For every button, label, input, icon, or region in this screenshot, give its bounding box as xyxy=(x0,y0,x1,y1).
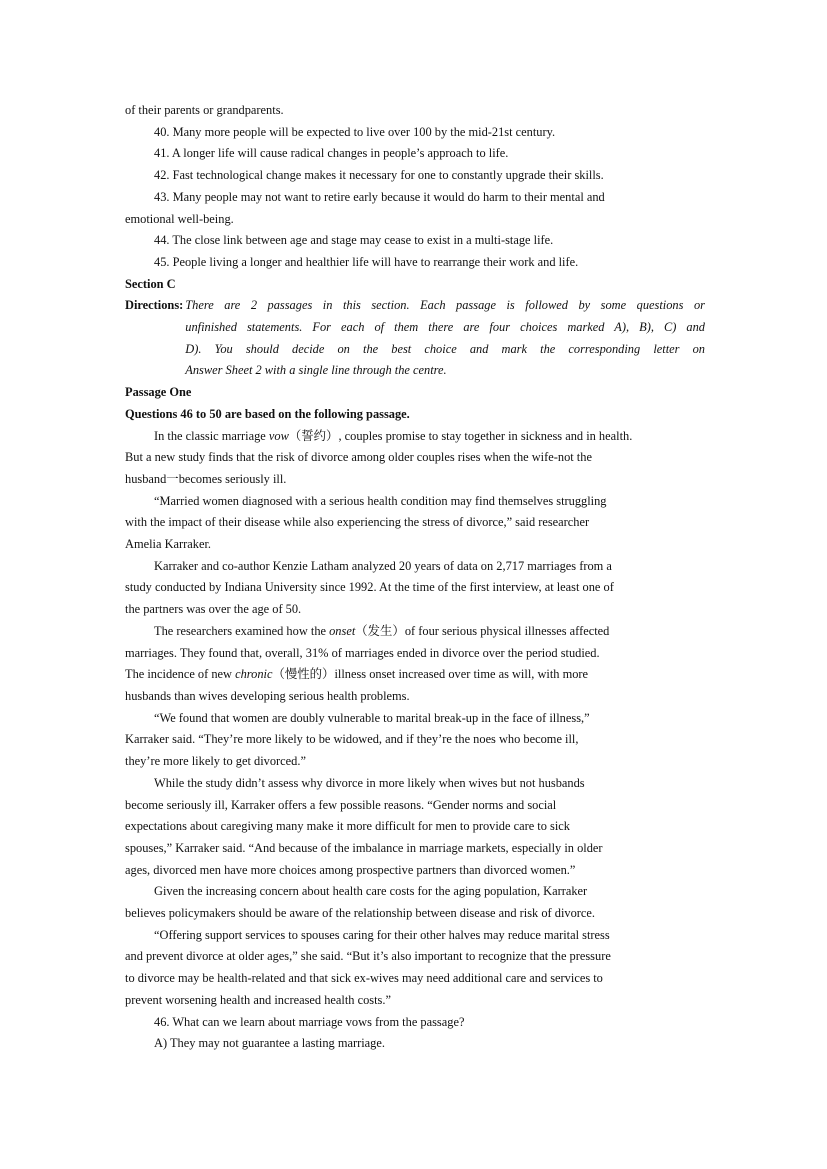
paragraph-line: Karraker and co-author Kenzie Latham analyzed 20 years of data on 2,717 marriages from a xyxy=(154,558,612,573)
text-line: of their parents or grandparents. xyxy=(125,103,284,117)
paragraph-line: Given the increasing concern about health care costs for the aging population, Karraker xyxy=(154,884,588,899)
paragraph-line: While the study didn’t assess why divorce in more likely when wives but not husbands xyxy=(154,775,585,790)
paragraph-line: “Offering support services to spouses caring for their other halves may reduce marital stress xyxy=(154,927,610,942)
paragraph-line: study conducted by Indiana University since 1992. At the time of the first interview, at least one of xyxy=(125,580,614,595)
question-46-option-a: A) They may not guarantee a lasting marriage. xyxy=(154,1036,385,1051)
statement-43-cont: emotional well-being. xyxy=(125,211,234,226)
paragraph-line: spouses,” Karraker said. “And because of the imbalance in marriage markets, especially in older xyxy=(125,840,603,855)
directions-label: Directions: xyxy=(125,298,184,313)
questions-heading: Questions 46 to 50 are based on the following passage. xyxy=(125,406,410,421)
document-page xyxy=(125,100,705,1055)
paragraph-line: believes policymakers should be aware of the relationship between disease and risk of divorce. xyxy=(125,906,595,921)
paragraph-line: expectations about caregiving many make it more difficult for men to provide care to sick xyxy=(125,819,570,834)
paragraph-line: “We found that women are doubly vulnerable to marital break-up in the face of illness,” xyxy=(154,710,590,725)
paragraph-line: husbands than wives developing serious health problems. xyxy=(125,688,410,703)
paragraph-line: the partners was over the age of 50. xyxy=(125,602,302,617)
paragraph-line: Karraker said. “They’re more likely to be widowed, and if they’re the noes who become ill, xyxy=(125,732,579,747)
directions-line: There are 2 passages in this section. Each passage is followed by some questions or xyxy=(185,298,705,313)
paragraph-line: The researchers examined how the onset（发生）of four serious physical illnesses affected xyxy=(154,623,610,638)
statement-43: 43. Many people may not want to retire early because it would do harm to their mental and xyxy=(154,189,605,204)
term-chronic: chronic xyxy=(235,667,273,682)
directions-line: D). You should decide on the best choice and mark the corresponding letter on xyxy=(185,341,705,356)
gloss: （慢性的） xyxy=(272,667,335,682)
paragraph-line: Amelia Karraker. xyxy=(125,537,212,552)
statement-44: 44. The close link between age and stage may cease to exist in a multi-stage life. xyxy=(154,233,554,248)
paragraph-line: to divorce may be health-related and that sick ex-wives may need additional care and services to xyxy=(125,971,603,986)
paragraph-line: But a new study finds that the risk of divorce among older couples rises when the wife-not the xyxy=(125,450,592,465)
question-46: 46. What can we learn about marriage vows from the passage? xyxy=(154,1014,465,1029)
paragraph-line: they’re more likely to get divorced.” xyxy=(125,754,306,769)
gloss: （誓约） xyxy=(288,428,339,443)
gloss: （发生） xyxy=(355,623,405,638)
statement-42: 42. Fast technological change makes it necessary for one to constantly upgrade their skills. xyxy=(154,168,604,183)
statement-40: 40. Many more people will be expected to live over 100 by the mid-21st century. xyxy=(154,124,556,139)
paragraph-line: In the classic marriage vow（誓约）, couples promise to stay together in sickness and in health. xyxy=(154,428,633,443)
directions-line: Answer Sheet 2 with a single line through the centre. xyxy=(185,363,447,378)
statement-41: 41. A longer life will cause radical changes in people’s approach to life. xyxy=(154,146,509,161)
directions-text xyxy=(183,295,705,382)
paragraph-line: become seriously ill, Karraker offers a few possible reasons. “Gender norms and social xyxy=(125,797,557,812)
passage-heading: Passage One xyxy=(125,385,192,400)
statement-45: 45. People living a longer and healthier life will have to rearrange their work and life. xyxy=(154,254,579,269)
paragraph-line: “Married women diagnosed with a serious health condition may find themselves struggling xyxy=(154,493,607,508)
paragraph-line: marriages. They found that, overall, 31% of marriages ended in divorce over the period studied. xyxy=(125,645,600,660)
paragraph-line: prevent worsening health and increased health costs.” xyxy=(125,992,391,1007)
paragraph-line: husband一becomes seriously ill. xyxy=(125,471,287,486)
paragraph-line: with the impact of their disease while also experiencing the stress of divorce,” said researcher xyxy=(125,515,590,530)
directions xyxy=(125,295,705,382)
paragraph-line: and prevent divorce at older ages,” she said. “But it’s also important to recognize that the pressure xyxy=(125,949,611,964)
directions-line: unfinished statements. For each of them there are four choices marked A), B), C) and xyxy=(185,320,705,335)
term-vow: vow xyxy=(268,428,289,443)
paragraph-line: The incidence of new chronic（慢性的）illness onset increased over time as will, with more xyxy=(125,667,589,682)
term-onset: onset xyxy=(329,623,356,638)
paragraph-line: ages, divorced men have more choices among prospective partners than divorced women.” xyxy=(125,862,576,877)
section-heading: Section C xyxy=(125,276,176,291)
